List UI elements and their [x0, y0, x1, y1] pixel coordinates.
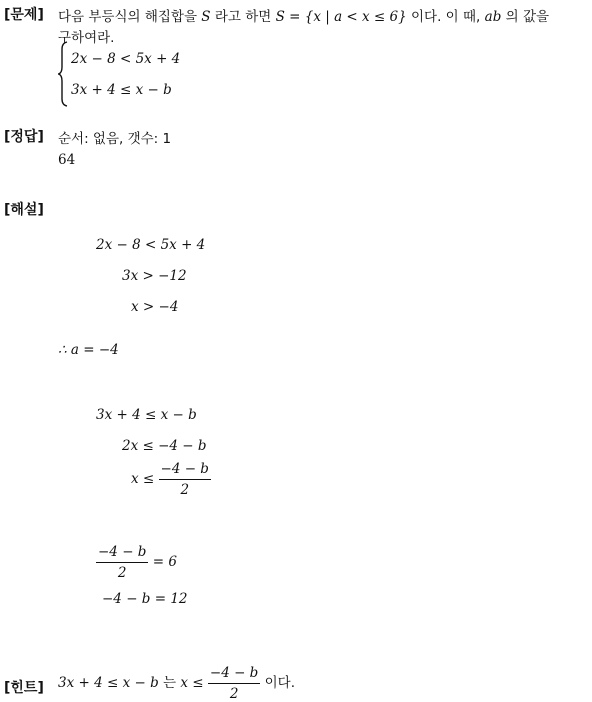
solution-step-7 [96, 544, 177, 581]
solution-step-4: 3x + 4 ≤ x − b [96, 407, 197, 423]
system-eq-1: 2x − 8 < 5x + 4 [71, 51, 181, 67]
problem-text-4: 의 값을 [505, 9, 550, 25]
fraction-2-denominator: 2 [117, 565, 127, 581]
set-expression: S = {x | a < x ≤ 6} [275, 9, 407, 25]
solution-step-6-lhs: x ≤ [131, 471, 155, 487]
var-s: S [201, 9, 211, 25]
hint-text-mid: 는 [163, 675, 177, 691]
solution-step-8: −4 − b = 12 [102, 591, 188, 607]
problem-text-2: 라고 하면 [214, 9, 272, 25]
fraction-2-numerator: −4 − b [96, 544, 148, 563]
hint-lhs: x ≤ [180, 675, 204, 691]
var-ab: ab [484, 9, 502, 25]
fraction-numerator: −4 − b [159, 461, 211, 480]
problem-text-3: 이다. 이 때, [411, 9, 481, 25]
hint-fraction [208, 665, 260, 702]
solution-label: [해설] [4, 202, 44, 218]
solution-step-3: x > −4 [131, 299, 179, 315]
solution-step-6 [131, 461, 211, 498]
solution-fraction-2 [96, 544, 148, 581]
hint-expr-1: 3x + 4 ≤ x − b [58, 675, 159, 691]
answer-label: [정답] [4, 129, 44, 145]
solution-step-5: 2x ≤ −4 − b [122, 438, 207, 454]
solution-therefore: ∴ a = −4 [58, 342, 119, 358]
hint-text-end: 이다. [264, 675, 295, 691]
problem-text-1: 다음 부등식의 해집합을 [58, 9, 197, 25]
answer-value: 64 [58, 152, 76, 168]
problem-line-1 [58, 5, 549, 25]
solution-step-1: 2x − 8 < 5x + 4 [96, 237, 206, 253]
hint-fraction-numerator: −4 − b [208, 665, 260, 684]
hint-line [58, 665, 295, 702]
system-brace [58, 41, 68, 107]
hint-label: [힌트] [4, 680, 44, 696]
problem-line-2: 구하여라. [58, 30, 115, 46]
fraction-denominator: 2 [180, 482, 190, 498]
solution-fraction [159, 461, 211, 498]
hint-fraction-denominator: 2 [229, 686, 239, 702]
problem-label: [문제] [4, 7, 44, 23]
system-eq-2: 3x + 4 ≤ x − b [71, 82, 172, 98]
solution-step-2: 3x > −12 [122, 268, 187, 284]
answer-meta: 순서: 없음, 갯수: 1 [58, 131, 172, 147]
solution-step-7-rhs: = 6 [152, 554, 177, 570]
